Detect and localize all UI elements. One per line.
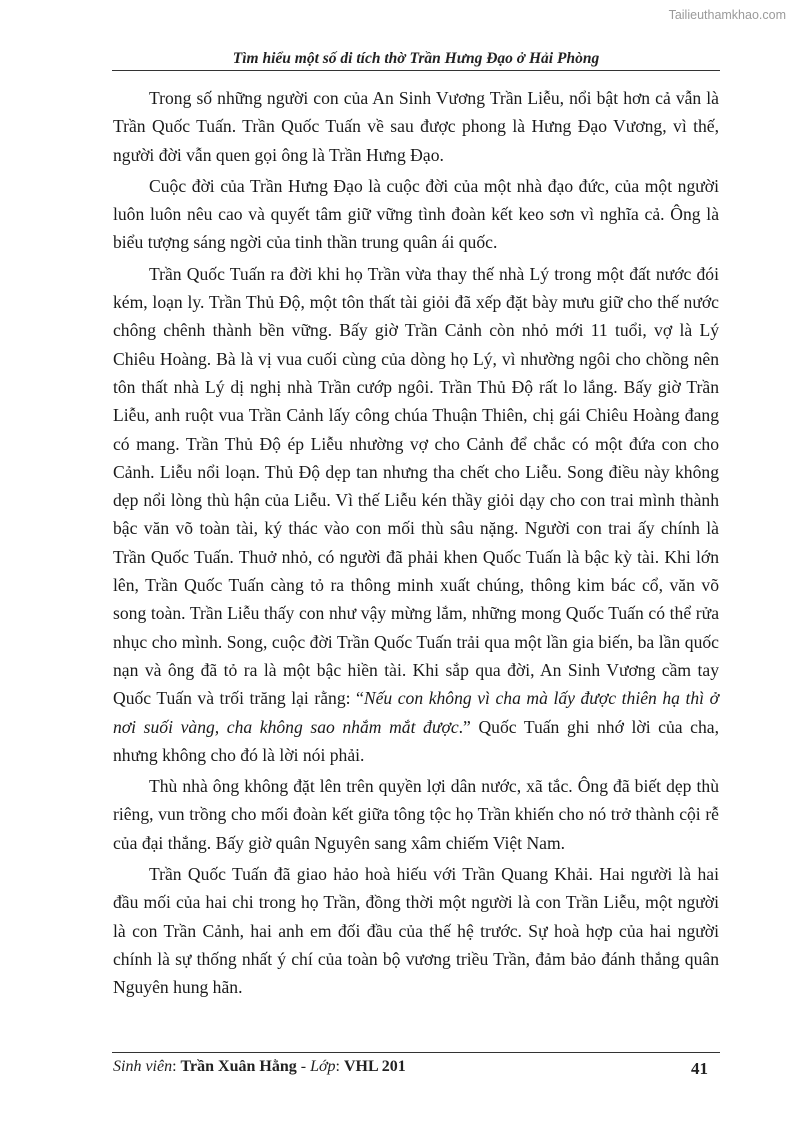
class-name: VHL 201	[343, 1058, 406, 1075]
running-header-title: Tìm hiểu một số di tích thờ Trần Hưng Đạo ở Hải Phòng	[232, 50, 600, 67]
class-label: Lớp	[310, 1058, 336, 1075]
paragraph-3-quote: Nếu con không vì cha mà lấy được thiên hạ thì ở nơi suối vàng, cha không sao nhắm mắt được	[113, 688, 719, 737]
student-label: Sinh viên	[113, 1058, 173, 1075]
paragraph-5: Trần Quốc Tuấn đã giao hảo hoà hiếu với Trần Quang Khải. Hai người là hai đầu mối của hai chi trong họ Trần, đồng thời một người là con Trần Liễu, một người là con Trần Cảnh, hai anh em đối đầu của thế hệ trước. Sự hoà hợp của hai người chính là sự thống nhất ý chí của toàn bộ vương triều Trần, đảm bảo đánh thắng quân Nguyên hung hãn.	[113, 864, 719, 998]
body-text	[113, 84, 719, 1002]
footer-rule	[112, 1052, 720, 1053]
paragraph-2: Cuộc đời của Trần Hưng Đạo là cuộc đời của một nhà đạo đức, của một người luôn luôn nêu cao và quyết tâm giữ vững tình đoàn kết keo sơn vì nghĩa cả. Ông là biểu tượng sáng ngời của tinh thần trung quân ái quốc.	[113, 175, 719, 253]
student-name: Trần Xuân Hằng	[180, 1058, 297, 1075]
paragraph-3-text-end: .” Quốc Tuấn ghi nhớ lời của cha, nhưng không cho đó là lời nói phải.	[113, 716, 719, 765]
footer-separator: -	[296, 1058, 311, 1075]
watermark: Tailieuthamkhao.com	[668, 8, 786, 22]
paragraph-3	[113, 260, 719, 769]
footer-colon: :	[172, 1058, 181, 1075]
paragraph-1: Trong số những người con của An Sinh Vương Trần Liễu, nổi bật hơn cả vẫn là Trần Quốc Tuấn. Trần Quốc Tuấn về sau được phong là Hưng Đạo Vương, vì thế, người đời vẫn quen gọi ông là Trần Hưng Đạo.	[113, 88, 719, 165]
paragraph-3-text: Trần Quốc Tuấn ra đời khi họ Trần vừa thay thế nhà Lý trong một đất nước đói kém, loạn ly. Trần Thủ Độ, một tôn thất tài giỏi đã xếp đặt bày mưu giữ cho thế nước chông chênh thành bền vững. Bấy giờ Trần Cảnh còn nhỏ mới 11 tuổi, vợ là Lý Chiêu Hoàng. Bà là vị vua cuối cùng của dòng họ Lý, vì nhường ngôi cho chồng nên tôn thất nhà Lý dị nghị nhà Trần cướp ngôi. Trần Thủ Độ rất lo lắng. Bấy giờ Trần Liễu, anh ruột vua Trần Cảnh lấy công chúa Thuận Thiên, chị gái Chiêu Hoàng đang có mang. Trần Thủ Độ ép Liễu nhường vợ cho Cảnh để chắc có một đứa con cho Cảnh. Liễu nổi loạn. Thủ Độ dẹp tan nhưng tha chết cho Liễu. Song điều này không dẹp nổi lòng thù hận của Liễu. Vì thế Liễu kén thầy giỏi dạy cho con trai mình thành bậc văn võ toàn tài, ký thác vào con mối thù sâu nặng. Người con trai ấy chính là Trần Quốc Tuấn. Thuở nhỏ, có người đã phải khen Quốc Tuấn là bậc kỳ tài. Khi lớn lên, Trần Quốc Tuấn càng tỏ ra thông minh xuất chúng, thông kim bác cổ, văn võ song toàn. Trần Liễu thấy con như vậy mừng lắm, những mong Quốc Tuấn có thể rửa nhục cho mình. Song, cuộc đời Trần Quốc Tuấn trải qua một lần gia biến, ba lần quốc nạn và ông đã tỏ ra là một bậc hiền tài. Khi sắp qua đời, An Sinh Vương cầm tay Quốc Tuấn và trối trăng lại rằng: “	[113, 263, 719, 709]
paragraph-4: Thù nhà ông không đặt lên trên quyền lợi dân nước, xã tắc. Ông đã biết dẹp thù riêng, vun trồng cho mối đoàn kết giữa tông tộc họ Trần khiến cho nó trở thành cội rễ của đại thắng. Bấy giờ quân Nguyên sang xâm chiếm Việt Nam.	[113, 776, 719, 853]
header-rule	[112, 70, 720, 71]
footer	[113, 1058, 719, 1076]
footer-colon-2: :	[335, 1058, 344, 1075]
page-number: 41	[691, 1059, 708, 1078]
